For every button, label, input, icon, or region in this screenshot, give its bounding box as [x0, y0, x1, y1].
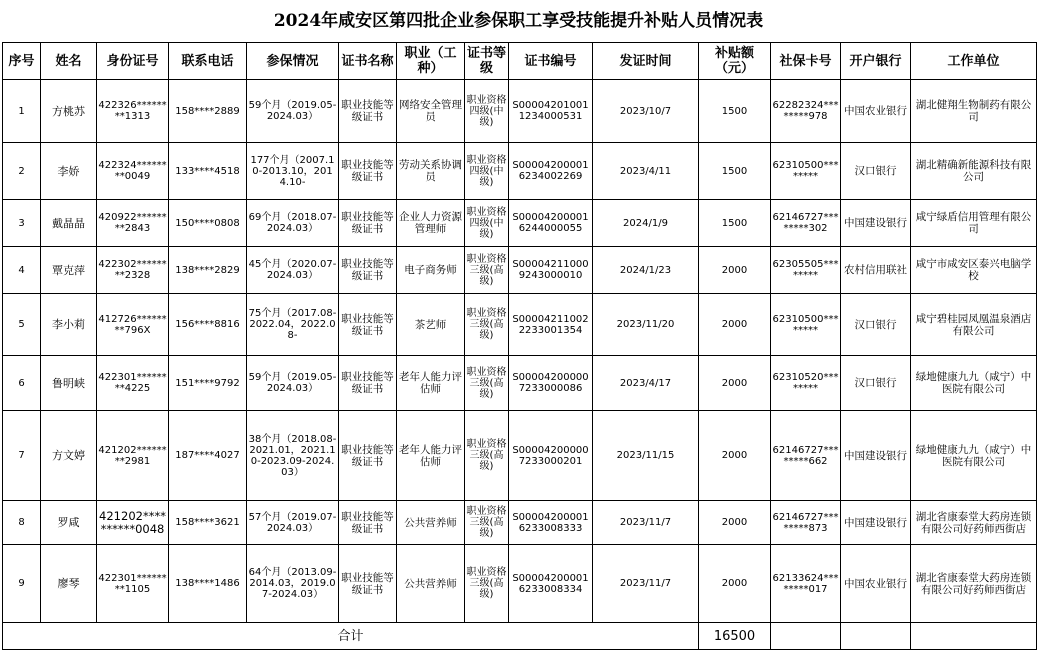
col-header: 姓名: [41, 43, 97, 80]
cell-job: 公共营养师: [397, 501, 465, 545]
header-row: [3, 43, 1037, 80]
table-row: [3, 545, 1037, 623]
cell-cert: 职业技能等级证书: [339, 80, 397, 143]
cell-insurance: 59个月（2019.05-2024.03）: [247, 356, 339, 411]
cell-id: 421202**********0048: [97, 501, 169, 545]
cell-card: 62146727********662: [771, 411, 841, 501]
cell-date: 2023/4/11: [593, 143, 699, 200]
cell-bank: 中国建设银行: [841, 501, 911, 545]
cell-cert-no: S000042000016233008333: [509, 501, 593, 545]
col-header: 证书编号: [509, 43, 593, 80]
cell-date: 2023/11/7: [593, 545, 699, 623]
table-row: [3, 501, 1037, 545]
cell-employer: 咸宁绿盾信用管理有限公司: [911, 200, 1037, 247]
cell-id: 412726********796X: [97, 294, 169, 356]
cell-employer: 湖北省康泰堂大药房连锁有限公司好药师西街店: [911, 545, 1037, 623]
cell-level: 职业资格三级(高级): [465, 411, 509, 501]
cell-no: 2: [3, 143, 41, 200]
cell-id: 422301********1105: [97, 545, 169, 623]
cell-date: 2023/4/17: [593, 356, 699, 411]
cell-bank: 中国建设银行: [841, 200, 911, 247]
page-title: 2024年咸安区第四批企业参保职工享受技能提升补贴人员情况表: [273, 11, 764, 31]
col-header: 补贴额（元）: [699, 43, 771, 80]
cell-phone: 138****2829: [169, 247, 247, 294]
total-empty-cell: [841, 623, 911, 650]
cell-insurance: 45个月（2020.07-2024.03）: [247, 247, 339, 294]
cell-cert: 职业技能等级证书: [339, 294, 397, 356]
cell-name: 李娇: [41, 143, 97, 200]
cell-name: 方文婷: [41, 411, 97, 501]
cell-no: 1: [3, 80, 41, 143]
cell-no: 6: [3, 356, 41, 411]
cell-amount: 2000: [699, 411, 771, 501]
total-empty-cell: [911, 623, 1037, 650]
table-row: [3, 143, 1037, 200]
cell-bank: 汉口银行: [841, 143, 911, 200]
cell-phone: 133****4518: [169, 143, 247, 200]
cell-date: 2024/1/23: [593, 247, 699, 294]
cell-name: 廖琴: [41, 545, 97, 623]
cell-employer: 咸宁市咸安区泰兴电脑学校: [911, 247, 1037, 294]
cell-amount: 2000: [699, 356, 771, 411]
cell-cert-no: S000042000016233008334: [509, 545, 593, 623]
cell-amount: 1500: [699, 200, 771, 247]
table-row: [3, 356, 1037, 411]
cell-id: 421202********2981: [97, 411, 169, 501]
cell-no: 5: [3, 294, 41, 356]
cell-cert: 职业技能等级证书: [339, 545, 397, 623]
cell-bank: 中国建设银行: [841, 411, 911, 501]
cell-card: 62133624********017: [771, 545, 841, 623]
cell-phone: 158****2889: [169, 80, 247, 143]
cell-phone: 151****9792: [169, 356, 247, 411]
cell-card: 62310520********: [771, 356, 841, 411]
col-header: 社保卡号: [771, 43, 841, 80]
cell-amount: 1500: [699, 143, 771, 200]
cell-id: 420922********2843: [97, 200, 169, 247]
cell-job: 公共营养师: [397, 545, 465, 623]
cell-name: 方桃苏: [41, 80, 97, 143]
cell-name: 李小莉: [41, 294, 97, 356]
cell-employer: 咸宁碧桂园凤凰温泉酒店有限公司: [911, 294, 1037, 356]
cell-phone: 150****0808: [169, 200, 247, 247]
table-row: [3, 294, 1037, 356]
cell-amount: 2000: [699, 501, 771, 545]
cell-cert-no: S000042000016244000055: [509, 200, 593, 247]
cell-employer: 湖北精确新能源科技有限公司: [911, 143, 1037, 200]
col-header: 证书名称: [339, 43, 397, 80]
cell-date: 2023/11/7: [593, 501, 699, 545]
cell-cert: 职业技能等级证书: [339, 143, 397, 200]
cell-employer: 湖北省康泰堂大药房连锁有限公司好药师西街店: [911, 501, 1037, 545]
cell-level: 职业资格三级(高级): [465, 247, 509, 294]
cell-job: 电子商务师: [397, 247, 465, 294]
cell-bank: 中国农业银行: [841, 545, 911, 623]
cell-cert: 职业技能等级证书: [339, 247, 397, 294]
cell-date: 2023/11/20: [593, 294, 699, 356]
cell-id: 422324********0049: [97, 143, 169, 200]
cell-name: 覃克萍: [41, 247, 97, 294]
cell-no: 4: [3, 247, 41, 294]
total-empty-cell: [771, 623, 841, 650]
cell-phone: 156****8816: [169, 294, 247, 356]
col-header: 联系电话: [169, 43, 247, 80]
cell-job: 企业人力资源管理师: [397, 200, 465, 247]
cell-bank: 汉口银行: [841, 356, 911, 411]
cell-cert: 职业技能等级证书: [339, 501, 397, 545]
cell-name: 鲁明峡: [41, 356, 97, 411]
cell-cert-no: S000042000007233000086: [509, 356, 593, 411]
cell-cert-no: S000042000016234002269: [509, 143, 593, 200]
cell-job: 老年人能力评估师: [397, 356, 465, 411]
cell-cert: 职业技能等级证书: [339, 356, 397, 411]
cell-amount: 1500: [699, 80, 771, 143]
cell-insurance: 75个月（2017.08-2022.04，2022.08-: [247, 294, 339, 356]
cell-no: 9: [3, 545, 41, 623]
col-header: 发证时间: [593, 43, 699, 80]
cell-level: 职业资格四级(中级): [465, 80, 509, 143]
total-amount: 16500: [699, 623, 771, 650]
cell-employer: 绿地健康九九（咸宁）中医院有限公司: [911, 356, 1037, 411]
col-header: 序号: [3, 43, 41, 80]
total-label: 合计: [3, 623, 699, 650]
cell-level: 职业资格三级(高级): [465, 356, 509, 411]
cell-insurance: 57个月（2019.07-2024.03）: [247, 501, 339, 545]
col-header: 工作单位: [911, 43, 1037, 80]
cell-card: 62146727********873: [771, 501, 841, 545]
cell-insurance: 64个月（2013.09-2014.03，2019.07-2024.03）: [247, 545, 339, 623]
cell-phone: 158****3621: [169, 501, 247, 545]
col-header: 职业（工种）: [397, 43, 465, 80]
cell-insurance: 177个月（2007.10-2013.10，2014.10-: [247, 143, 339, 200]
cell-level: 职业资格三级(高级): [465, 294, 509, 356]
cell-phone: 138****1486: [169, 545, 247, 623]
cell-card: 62146727********302: [771, 200, 841, 247]
col-header: 证书等级: [465, 43, 509, 80]
col-header: 身份证号: [97, 43, 169, 80]
cell-employer: 绿地健康九九（咸宁）中医院有限公司: [911, 411, 1037, 501]
cell-card: 62305505********: [771, 247, 841, 294]
cell-bank: 中国农业银行: [841, 80, 911, 143]
cell-card: 62310500********: [771, 143, 841, 200]
total-row: [3, 623, 1037, 650]
cell-employer: 湖北健翔生物制药有限公司: [911, 80, 1037, 143]
cell-id: 422301********4225: [97, 356, 169, 411]
cell-card: 62310500********: [771, 294, 841, 356]
cell-amount: 2000: [699, 545, 771, 623]
table-row: [3, 80, 1037, 143]
cell-level: 职业资格三级(高级): [465, 545, 509, 623]
cell-level: 职业资格四级(中级): [465, 143, 509, 200]
cell-no: 7: [3, 411, 41, 501]
table-row: [3, 411, 1037, 501]
table-row: [3, 247, 1037, 294]
cell-cert-no: S000042110009243000010: [509, 247, 593, 294]
cell-insurance: 59个月（2019.05-2024.03）: [247, 80, 339, 143]
cell-bank: 汉口银行: [841, 294, 911, 356]
cell-cert-no: S000042000007233000201: [509, 411, 593, 501]
cell-insurance: 38个月（2018.08-2021.01，2021.10-2023.09-2024.03）: [247, 411, 339, 501]
cell-date: 2024/1/9: [593, 200, 699, 247]
cell-amount: 2000: [699, 247, 771, 294]
cell-name: 罗咸: [41, 501, 97, 545]
cell-amount: 2000: [699, 294, 771, 356]
cell-date: 2023/11/15: [593, 411, 699, 501]
cell-insurance: 69个月（2018.07-2024.03）: [247, 200, 339, 247]
cell-cert: 职业技能等级证书: [339, 200, 397, 247]
cell-job: 茶艺师: [397, 294, 465, 356]
cell-card: 62282324********978: [771, 80, 841, 143]
cell-phone: 187****4027: [169, 411, 247, 501]
cell-level: 职业资格四级(中级): [465, 200, 509, 247]
cell-level: 职业资格三级(高级): [465, 501, 509, 545]
cell-date: 2023/10/7: [593, 80, 699, 143]
cell-cert-no: S000042010011234000531: [509, 80, 593, 143]
cell-no: 8: [3, 501, 41, 545]
cell-name: 戴晶晶: [41, 200, 97, 247]
cell-bank: 农村信用联社: [841, 247, 911, 294]
cell-cert-no: S000042110022233001354: [509, 294, 593, 356]
cell-job: 网络安全管理员: [397, 80, 465, 143]
cell-cert: 职业技能等级证书: [339, 411, 397, 501]
cell-id: 422326********1313: [97, 80, 169, 143]
cell-id: 422302********2328: [97, 247, 169, 294]
cell-no: 3: [3, 200, 41, 247]
table-row: [3, 200, 1037, 247]
cell-job: 劳动关系协调员: [397, 143, 465, 200]
subsidy-table: [2, 42, 1037, 650]
cell-job: 老年人能力评估师: [397, 411, 465, 501]
col-header: 开户银行: [841, 43, 911, 80]
col-header: 参保情况: [247, 43, 339, 80]
